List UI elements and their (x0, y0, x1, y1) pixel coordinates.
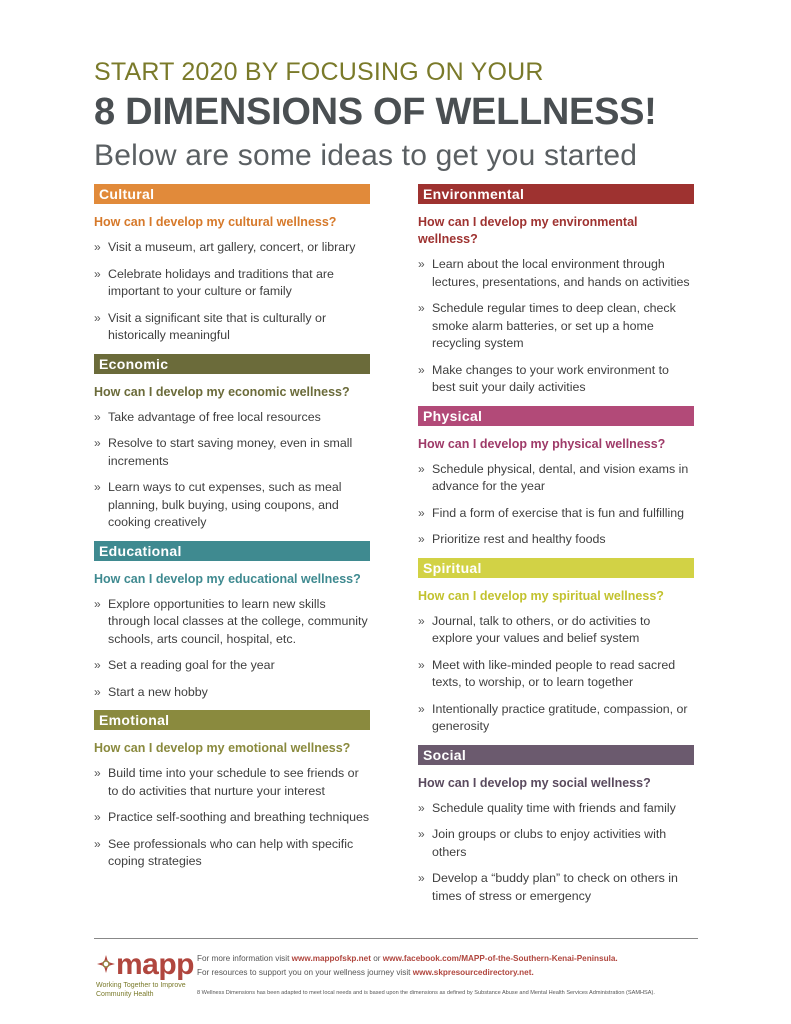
section-question: How can I develop my cultural wellness? (94, 215, 337, 229)
list-item: » Develop a “buddy plan” to check on others in times of stress or emergency (418, 871, 678, 903)
page-header (94, 58, 754, 174)
list-item: » Set a reading goal for the year (94, 657, 370, 675)
section-question: How can I develop my social wellness? (418, 775, 651, 790)
section-bar: Economic (94, 354, 370, 374)
section-bar: Environmental (418, 184, 694, 204)
section-bar: Social (418, 745, 694, 765)
chevron-icon: » (94, 409, 101, 424)
chevron-icon: » (94, 836, 101, 851)
list-item: » Intentionally practice gratitude, compassion, or generosity (418, 701, 688, 733)
section-bar: Spiritual (418, 558, 694, 578)
chevron-icon: » (94, 596, 101, 611)
section-bar: Educational (94, 541, 370, 561)
chevron-icon: » (94, 436, 101, 450)
chevron-icon: » (418, 613, 425, 628)
section-educational (94, 541, 370, 702)
chevron-icon: » (418, 657, 425, 672)
chevron-icon: » (418, 301, 425, 315)
list-item: » Celebrate holidays and traditions that are important to your culture or family (94, 266, 334, 298)
chevron-icon: » (94, 658, 101, 672)
chevron-icon: » (418, 362, 425, 377)
chevron-icon: » (94, 310, 101, 325)
left-column (94, 184, 370, 880)
list-item: » Make changes to your work environment to best suit your daily activities (418, 362, 669, 394)
section-question: How can I develop my spiritual wellness? (418, 588, 664, 603)
kicker-text: START 2020 BY FOCUSING ON YOUR (94, 58, 544, 86)
page-title: 8 DIMENSIONS OF WELLNESS! (94, 91, 657, 133)
chevron-icon: » (94, 240, 101, 254)
list-item: » Practice self-soothing and breathing techniques (94, 809, 370, 827)
list-item: » Visit a significant site that is culturally or historically meaningful (94, 310, 327, 342)
list-item: » Schedule quality time with friends and family (418, 800, 694, 818)
list-item: » See professionals who can help with specific coping strategies (94, 836, 354, 868)
footer-divider (94, 938, 698, 939)
right-column (418, 184, 694, 914)
section-emotional (94, 710, 370, 871)
list-item: » Start a new hobby (94, 684, 370, 702)
chevron-icon: » (418, 871, 425, 885)
list-item: » Learn ways to cut expenses, such as meal planning, bulk buying, using coupons, and cooking creatively (94, 480, 342, 529)
list-item: » Journal, talk to others, or do activities to explore your values and belief system (418, 613, 651, 645)
chevron-icon: » (418, 257, 425, 271)
section-cultural (94, 184, 370, 345)
section-bar: Physical (418, 406, 694, 426)
chevron-icon: » (418, 461, 425, 476)
section-environmental (418, 184, 694, 397)
section-bar: Cultural (94, 184, 370, 204)
chevron-icon: » (418, 800, 425, 815)
compass-icon (96, 954, 116, 974)
footer-attribution: 8 Wellness Dimensions has been adapted to meet local needs and is based upon the dimensions as defined by Substance Abuse and Mental Health Services Administration (SAMHSA). (197, 990, 655, 996)
list-item: » Find a form of exercise that is fun and fulfilling (418, 505, 694, 523)
chevron-icon: » (94, 266, 101, 281)
list-item: » Take advantage of free local resources (94, 409, 370, 427)
footer-info-line: For more information visit www.mappofskp.net or www.facebook.com/MAPP-of-the-Southern-Kenai-Peninsula. (197, 954, 618, 963)
section-physical (418, 406, 694, 549)
section-question: How can I develop my emotional wellness? (94, 741, 351, 755)
section-spiritual (418, 558, 694, 736)
chevron-icon: » (94, 684, 101, 699)
facebook-link[interactable]: www.facebook.com/MAPP-of-the-Southern-Kenai-Peninsula. (382, 954, 618, 963)
chevron-icon: » (418, 827, 425, 841)
list-item: » Prioritize rest and healthy foods (418, 531, 694, 549)
list-item: » Explore opportunities to learn new skills through local classes at the college, community schools, arts council, hospital, etc. (94, 596, 368, 646)
section-question: How can I develop my educational wellness? (94, 571, 361, 586)
list-item: » Visit a museum, art gallery, concert, or library (94, 239, 370, 257)
section-economic (94, 354, 370, 532)
page-subtitle: Below are some ideas to get you started (94, 139, 638, 172)
section-question: How can I develop my economic wellness? (94, 384, 350, 399)
section-social (418, 745, 694, 906)
list-item: » Learn about the local environment through lectures, presentations, and hands on activities (418, 257, 690, 289)
resource-directory-link[interactable]: www.skpresourcedirectory.net. (412, 968, 534, 977)
logo-tagline: Working Together to Improve Community Health (96, 982, 186, 998)
chevron-icon: » (94, 810, 101, 824)
mapp-logo (94, 950, 194, 1002)
chevron-icon: » (94, 766, 101, 780)
chevron-icon: » (418, 532, 425, 546)
website-link[interactable]: www.mappofskp.net (291, 954, 371, 963)
chevron-icon: » (94, 480, 101, 494)
list-item: » Build time into your schedule to see friends or to do activities that nurture your interest (94, 766, 359, 798)
section-bar: Emotional (94, 710, 370, 730)
list-item: » Resolve to start saving money, even in small increments (94, 436, 353, 468)
list-item: » Meet with like-minded people to read sacred texts, to worship, or to learn together (418, 657, 676, 689)
list-item: » Schedule regular times to deep clean, check smoke alarm batteries, or set up a home recycling system (418, 301, 676, 350)
footer-resources-line: For resources to support you on your wellness journey visit www.skpresourcedirectory.net. (197, 968, 534, 977)
section-question: How can I develop my environmental wellness? (418, 215, 638, 246)
list-item: » Join groups or clubs to enjoy activities with others (418, 827, 667, 859)
list-item: » Schedule physical, dental, and vision exams in advance for the year (418, 461, 689, 493)
logo-wordmark: mapp (116, 948, 195, 981)
section-question: How can I develop my physical wellness? (418, 436, 666, 451)
chevron-icon: » (418, 701, 425, 716)
chevron-icon: » (418, 505, 425, 520)
